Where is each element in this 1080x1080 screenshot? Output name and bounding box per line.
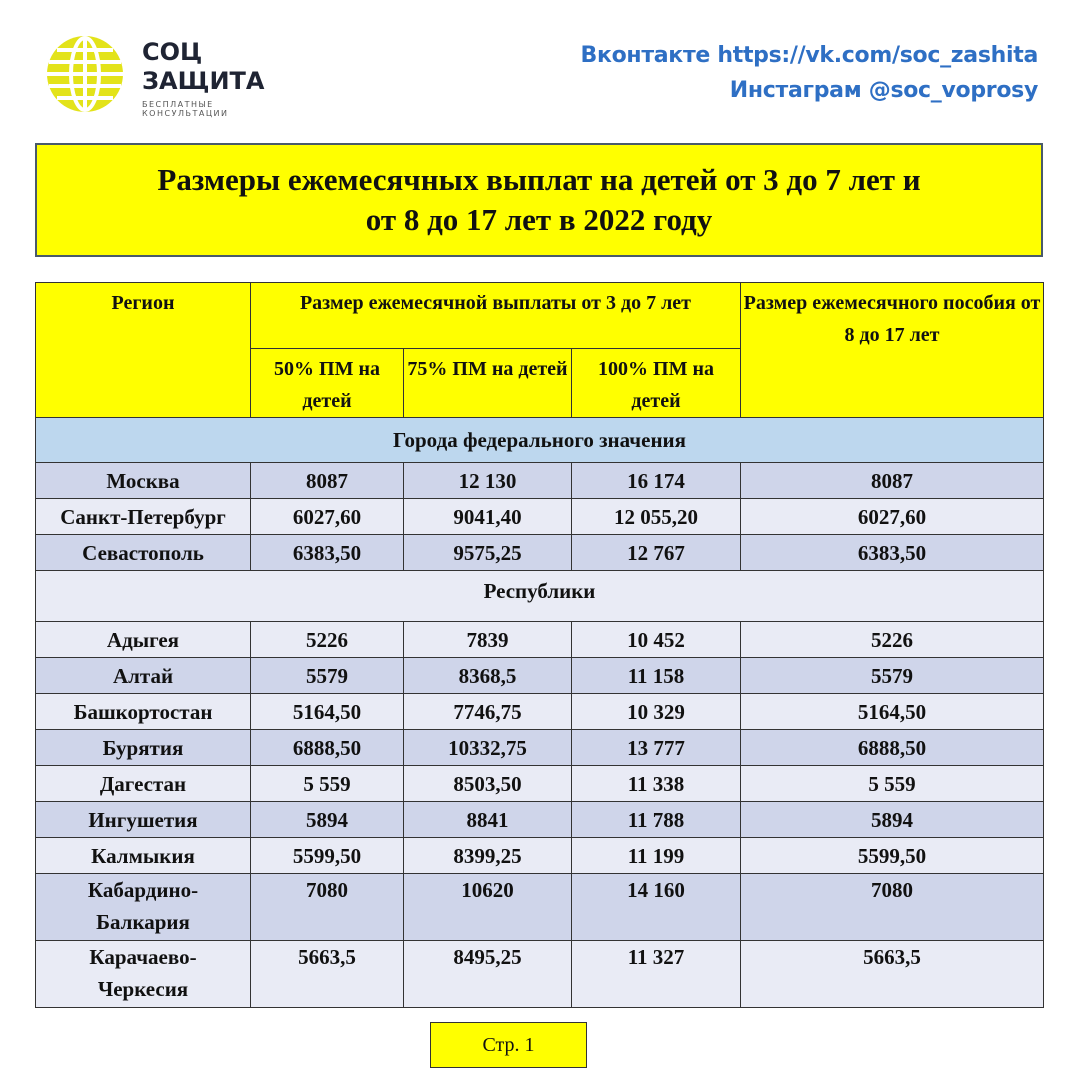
table-row — [36, 694, 1044, 730]
page-indicator[interactable]: Стр. 1 — [430, 1022, 587, 1068]
value-cell: 10 329 — [572, 694, 741, 730]
value-cell: 5579 — [251, 658, 404, 694]
region-cell: Санкт-Петербург — [36, 499, 251, 535]
value-cell: 5599,50 — [741, 838, 1044, 874]
value-cell: 5 559 — [741, 766, 1044, 802]
region-cell: Кабардино- Балкария — [36, 874, 251, 941]
region-cell: Бурятия — [36, 730, 251, 766]
table-row — [36, 941, 1044, 1008]
table-row — [36, 730, 1044, 766]
value-cell: 14 160 — [572, 874, 741, 941]
value-cell: 9041,40 — [404, 499, 572, 535]
value-cell: 10 452 — [572, 622, 741, 658]
section-title: Города федерального значения — [36, 418, 1044, 463]
section-title: Республики — [36, 571, 1044, 622]
title-line1: Размеры ежемесячных выплат на детей от 3 до 7 лет и — [157, 162, 921, 197]
value-cell: 6027,60 — [251, 499, 404, 535]
value-cell: 5663,5 — [741, 941, 1044, 1008]
region-cell: Ингушетия — [36, 802, 251, 838]
section-row — [36, 571, 1044, 622]
brand-line1: СОЦ — [142, 38, 203, 66]
value-cell: 8841 — [404, 802, 572, 838]
tagline-line1: БЕСПЛАТНЫЕ — [142, 100, 214, 109]
globe-logo-icon — [45, 34, 125, 114]
region-cell: Москва — [36, 463, 251, 499]
value-cell: 7080 — [741, 874, 1044, 941]
region-cell: Алтай — [36, 658, 251, 694]
value-cell: 7839 — [404, 622, 572, 658]
value-cell: 6383,50 — [741, 535, 1044, 571]
value-cell: 8495,25 — [404, 941, 572, 1008]
table-row — [36, 463, 1044, 499]
value-cell: 11 327 — [572, 941, 741, 1008]
value-cell: 6383,50 — [251, 535, 404, 571]
table-row — [36, 766, 1044, 802]
value-cell: 5663,5 — [251, 941, 404, 1008]
region-cell: Дагестан — [36, 766, 251, 802]
header-region: Регион — [36, 283, 251, 418]
header-benefit-8-17: Размер ежемесячного пособия от 8 до 17 лет — [741, 283, 1044, 418]
header-50pct: 50% ПМ на детей — [251, 349, 404, 418]
header-payment-3-7: Размер ежемесячной выплаты от 3 до 7 лет — [251, 283, 741, 349]
header-75pct: 75% ПМ на детей — [404, 349, 572, 418]
title-line2: от 8 до 17 лет в 2022 году — [365, 202, 713, 237]
value-cell: 5226 — [741, 622, 1044, 658]
value-cell: 5894 — [251, 802, 404, 838]
value-cell: 10620 — [404, 874, 572, 941]
value-cell: 8087 — [741, 463, 1044, 499]
payments-table — [35, 282, 1044, 1008]
value-cell: 5226 — [251, 622, 404, 658]
region-cell: Карачаево- Черкесия — [36, 941, 251, 1008]
value-cell: 11 788 — [572, 802, 741, 838]
section-row — [36, 418, 1044, 463]
instagram-link[interactable]: Инстаграм @soc_voprosy — [729, 78, 1038, 103]
value-cell: 13 777 — [572, 730, 741, 766]
value-cell: 12 055,20 — [572, 499, 741, 535]
value-cell: 12 130 — [404, 463, 572, 499]
value-cell: 8368,5 — [404, 658, 572, 694]
brand-tagline — [142, 100, 229, 118]
table-row — [36, 874, 1044, 941]
value-cell: 12 767 — [572, 535, 741, 571]
value-cell: 5579 — [741, 658, 1044, 694]
tagline-line2: КОНСУЛЬТАЦИИ — [142, 109, 229, 118]
table-row — [36, 535, 1044, 571]
region-cell: Башкортостан — [36, 694, 251, 730]
value-cell: 6888,50 — [741, 730, 1044, 766]
value-cell: 5164,50 — [741, 694, 1044, 730]
table-row — [36, 622, 1044, 658]
value-cell: 5164,50 — [251, 694, 404, 730]
region-cell: Адыгея — [36, 622, 251, 658]
table-row — [36, 802, 1044, 838]
value-cell: 8399,25 — [404, 838, 572, 874]
value-cell: 8503,50 — [404, 766, 572, 802]
value-cell: 16 174 — [572, 463, 741, 499]
brand-name — [142, 38, 264, 96]
value-cell: 11 338 — [572, 766, 741, 802]
value-cell: 11 158 — [572, 658, 741, 694]
value-cell: 5894 — [741, 802, 1044, 838]
region-cell: Севастополь — [36, 535, 251, 571]
table-row — [36, 838, 1044, 874]
value-cell: 7080 — [251, 874, 404, 941]
value-cell: 5599,50 — [251, 838, 404, 874]
value-cell: 5 559 — [251, 766, 404, 802]
page-title — [35, 143, 1043, 257]
value-cell: 10332,75 — [404, 730, 572, 766]
table-row — [36, 499, 1044, 535]
vk-link[interactable]: Вконтакте https://vk.com/soc_zashita — [580, 43, 1038, 68]
region-cell: Калмыкия — [36, 838, 251, 874]
table-row — [36, 658, 1044, 694]
header-100pct: 100% ПМ на детей — [572, 349, 741, 418]
value-cell: 6888,50 — [251, 730, 404, 766]
brand-line2: ЗАЩИТА — [142, 67, 265, 95]
value-cell: 7746,75 — [404, 694, 572, 730]
value-cell: 8087 — [251, 463, 404, 499]
social-links — [581, 38, 1039, 108]
value-cell: 11 199 — [572, 838, 741, 874]
value-cell: 6027,60 — [741, 499, 1044, 535]
value-cell: 9575,25 — [404, 535, 572, 571]
